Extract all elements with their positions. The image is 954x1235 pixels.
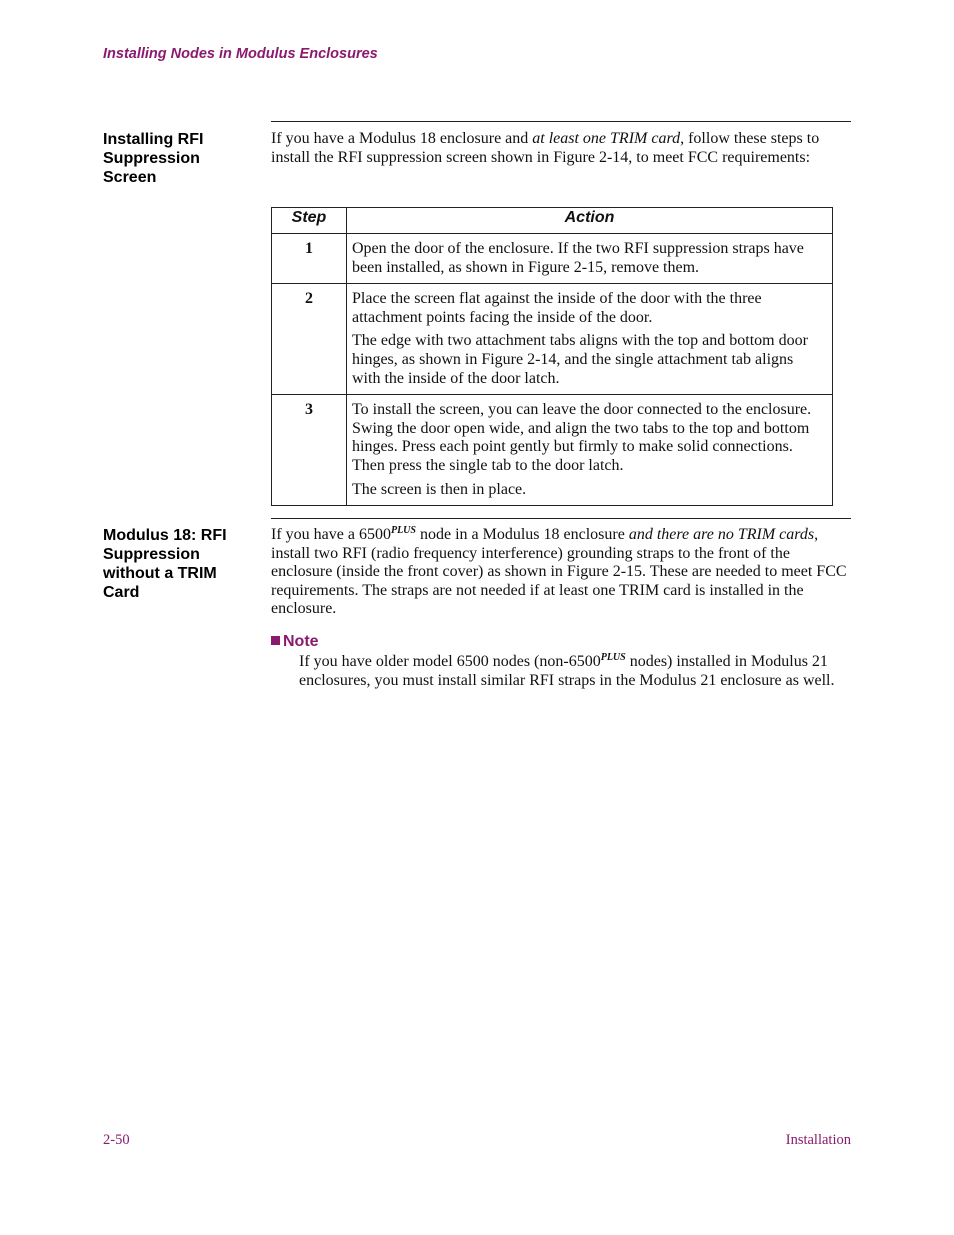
step-number: 3 [272, 395, 347, 506]
plus-superscript: PLUS [600, 652, 626, 663]
action-paragraph: To install the screen, you can leave the door connected to the enclosure. Swing the door open wide, and align the two tabs to the top and bottom hinges. Press each point gently but firmly to make solid connections. Then press the single tab to the door latch. [352, 401, 812, 474]
note-label-text: Note [283, 633, 319, 650]
note-text: If you have older model 6500 nodes (non-6500 [299, 653, 601, 670]
page-number: 2-50 [103, 1132, 130, 1148]
action-paragraph: The screen is then in place. [352, 480, 527, 498]
note-square-icon [271, 636, 280, 645]
action-paragraph: Place the screen flat against the inside of the door with the three attachment points facing the inside of the door. [352, 290, 762, 326]
steps-table [271, 207, 833, 506]
plus-superscript: PLUS [390, 525, 416, 536]
table-header-row [272, 208, 833, 234]
section-divider [271, 121, 851, 122]
table-row [272, 395, 833, 506]
step-action [347, 234, 833, 284]
action-paragraph: Open the door of the enclosure. If the two RFI suppression straps have been installed, as shown in Figure 2-15, remove them. [352, 240, 804, 276]
intro-text: If you have a Modulus 18 enclosure and [271, 130, 533, 147]
heading-line: Suppression [103, 150, 200, 167]
body-text: , install two RFI (radio frequency interference) grounding straps to the front of the enclosure (inside the front cover) as shown in Figure 2-15. These are needed to meet FCC requirements. The straps are not needed if at least one TRIM card is installed in the enclosure. [271, 526, 847, 618]
action-paragraph: The edge with two attachment tabs aligns with the top and bottom door hinges, as shown in Figure 2-14, and the single attachment tab aligns with the inside of the door latch. [352, 332, 808, 387]
heading-line: Installing RFI [103, 131, 204, 148]
note-label [271, 633, 319, 651]
step-number: 2 [272, 284, 347, 395]
section1-intro [271, 130, 851, 167]
col-header-action: Action [347, 208, 833, 234]
heading-line: without a TRIM [103, 565, 217, 582]
step-action [347, 284, 833, 395]
step-action [347, 395, 833, 506]
heading-line: Card [103, 584, 140, 601]
table-row [272, 234, 833, 284]
intro-emphasis: at least one TRIM card [532, 130, 681, 147]
body-text: If you have a 6500 [271, 526, 391, 543]
intro-paragraph [271, 130, 851, 167]
table-row [272, 284, 833, 395]
running-header: Installing Nodes in Modulus Enclosures [103, 46, 378, 62]
heading-line: Modulus 18: RFI [103, 527, 227, 544]
section-divider [271, 518, 851, 519]
section2-body [271, 526, 851, 619]
intro-text: , follow these steps to install the RFI suppression screen shown in Figure 2-14, to meet FCC requirements: [271, 130, 820, 166]
chapter-name: Installation [785, 1132, 851, 1148]
body-emphasis: and there are no TRIM cards [628, 526, 815, 543]
step-number: 1 [272, 234, 347, 284]
body-text: node in a Modulus 18 enclosure [415, 526, 629, 543]
heading-line: Screen [103, 169, 157, 186]
note-body [299, 652, 851, 690]
section-heading-rfi-no-trim [103, 526, 253, 602]
heading-line: Suppression [103, 546, 200, 563]
section-heading-rfi-screen [103, 130, 253, 187]
body-paragraph [271, 526, 851, 619]
note-text: nodes) installed in Modulus 21 enclosures, you must install similar RFI straps in the Modulus 21 enclosure as well. [299, 653, 835, 689]
col-header-step: Step [272, 208, 347, 234]
